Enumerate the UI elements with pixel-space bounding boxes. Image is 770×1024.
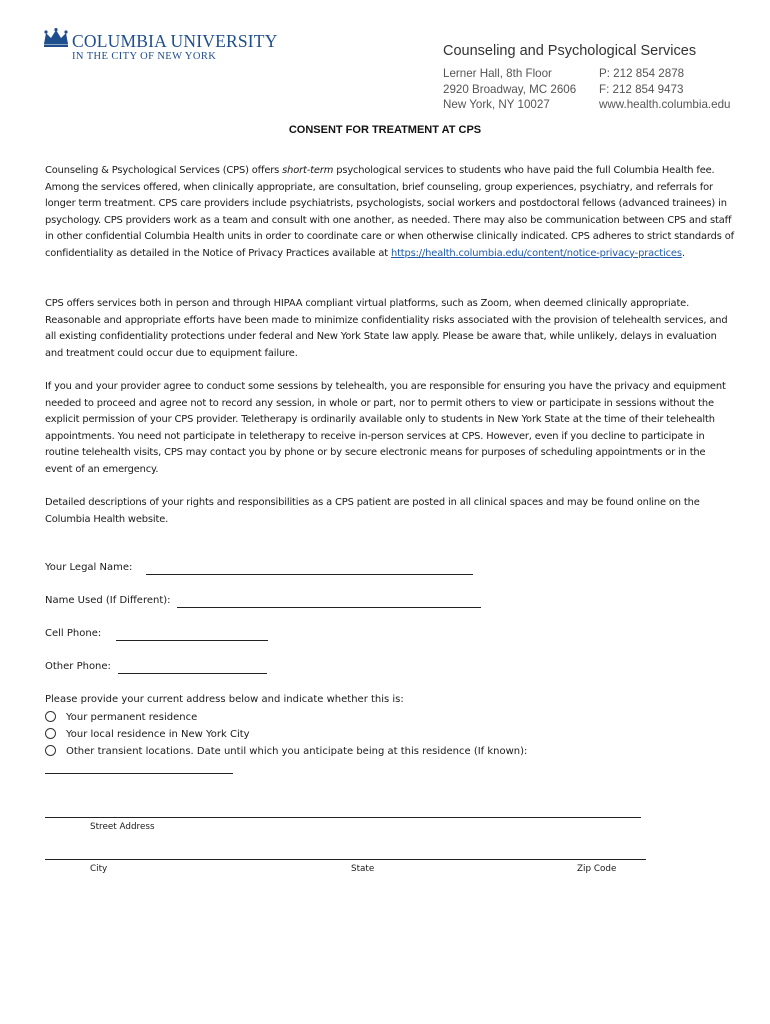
paragraph-responsibilities: If you and your provider agree to conduct some sessions by telehealth, you are responsible for ensuring you have the privacy and equipment needed to proceed and agree not to record any session, in whole or part, nor to permit others to view or participate in sessions without the explicit permission of your CPS provider. Teletherapy is ordinarily available only to students in New York State at the time of their telehealth appointments. You need not participate in teletherapy to receive in-person services at CPS. However, even if you decline to participate in routine telehealth visits, CPS may contact you by phone or by secure electronic means for purposes of scheduling appointments or in the event of an emergency. xyxy=(45,381,726,475)
other-phone-label: Other Phone: xyxy=(45,661,111,672)
city-state-zip-input[interactable] xyxy=(45,859,646,860)
state-label: State xyxy=(351,864,375,874)
phone-number: P: 212 854 2878 xyxy=(599,67,685,80)
radio-circle-icon[interactable] xyxy=(45,728,56,739)
paragraph-telehealth: CPS offers services both in person and through HIPAA compliant virtual platforms, such as Zoom, when deemed clinically appropriate. Reasonable and appropriate efforts have been made to minimize confidentiality risks associated with the provision of telehealth services, and all existing confidentiality protections under federal and New York State law apply. Please be aware that, while unlikely, delays in evaluation and treatment could occur due to equipment failure. xyxy=(45,298,728,359)
name-used-label: Name Used (If Different): xyxy=(45,595,171,606)
option-label: Your local residence in New York City xyxy=(66,729,250,740)
street-address-input[interactable] xyxy=(45,817,641,818)
address-prompt: Please provide your current address below and indicate whether this is: xyxy=(45,694,404,705)
option-label: Other transient locations. Date until which you anticipate being at this residence (If known): xyxy=(66,746,528,757)
address-block xyxy=(443,66,576,113)
radio-circle-icon[interactable] xyxy=(45,711,56,722)
option-permanent-residence[interactable] xyxy=(45,711,197,725)
paragraph-rights: Detailed descriptions of your rights and responsibilities as a CPS patient are posted in all clinical spaces and may be found online on the Columbia Health website. xyxy=(45,497,700,525)
option-label: Your permanent residence xyxy=(66,712,198,723)
crown-icon xyxy=(42,28,70,48)
address-line: New York, NY 10027 xyxy=(443,98,550,111)
document-title: CONSENT FOR TREATMENT AT CPS xyxy=(288,124,482,136)
other-phone-input[interactable] xyxy=(118,673,267,674)
legal-name-input[interactable] xyxy=(146,574,473,575)
option-transient-location[interactable] xyxy=(45,745,527,759)
option-local-residence[interactable] xyxy=(45,728,250,742)
radio-circle-icon[interactable] xyxy=(45,745,56,756)
address-line: 2920 Broadway, MC 2606 xyxy=(443,82,577,96)
name-used-input[interactable] xyxy=(177,607,481,608)
columbia-logo xyxy=(42,28,278,68)
address-line: Lerner Hall, 8th Floor xyxy=(443,67,552,80)
zip-code-label: Zip Code xyxy=(577,864,617,874)
fax-number: F: 212 854 9473 xyxy=(599,82,684,96)
paragraph-services: Counseling & Psychological Services (CPS) offers short-term psychological services to students who have paid the full Columbia Health fee. Among the services offered, when clinically appropriate, are consultation, brief counseling, group experiences, psychiatry, and referrals for longer term treatment. CPS care providers include psychiatrists, psychologists, social workers and postdoctoral fellows (advanced trainees) in psychology. CPS providers work as a team and consult with one another, as needed. There may also be communication between CPS and staff in other confidential Columbia Health units in order to coordinate care or when otherwise clinically indicated. CPS adheres to strict standards of confidentiality as detailed in the Notice of Privacy Practices available at https://health.columbia.edu/content/notice-privacy-practices. xyxy=(45,165,734,259)
legal-name-label: Your Legal Name: xyxy=(45,562,133,573)
department-title: Counseling and Psychological Services xyxy=(443,43,697,59)
cell-phone-input[interactable] xyxy=(116,640,268,641)
privacy-practices-link[interactable]: https://health.columbia.edu/content/notice-privacy-practices xyxy=(390,247,682,259)
website-link[interactable]: www.health.columbia.edu xyxy=(599,98,731,111)
street-address-label: Street Address xyxy=(90,822,155,832)
university-name: COLUMBIA UNIVERSITY xyxy=(72,31,278,51)
university-subtitle: IN THE CITY OF NEW YORK xyxy=(72,51,217,62)
emphasis-short-term: short-term xyxy=(282,165,334,176)
contact-block xyxy=(599,66,730,113)
cell-phone-label: Cell Phone: xyxy=(45,628,102,639)
residence-date-input[interactable] xyxy=(45,773,233,774)
city-label: City xyxy=(90,864,108,874)
